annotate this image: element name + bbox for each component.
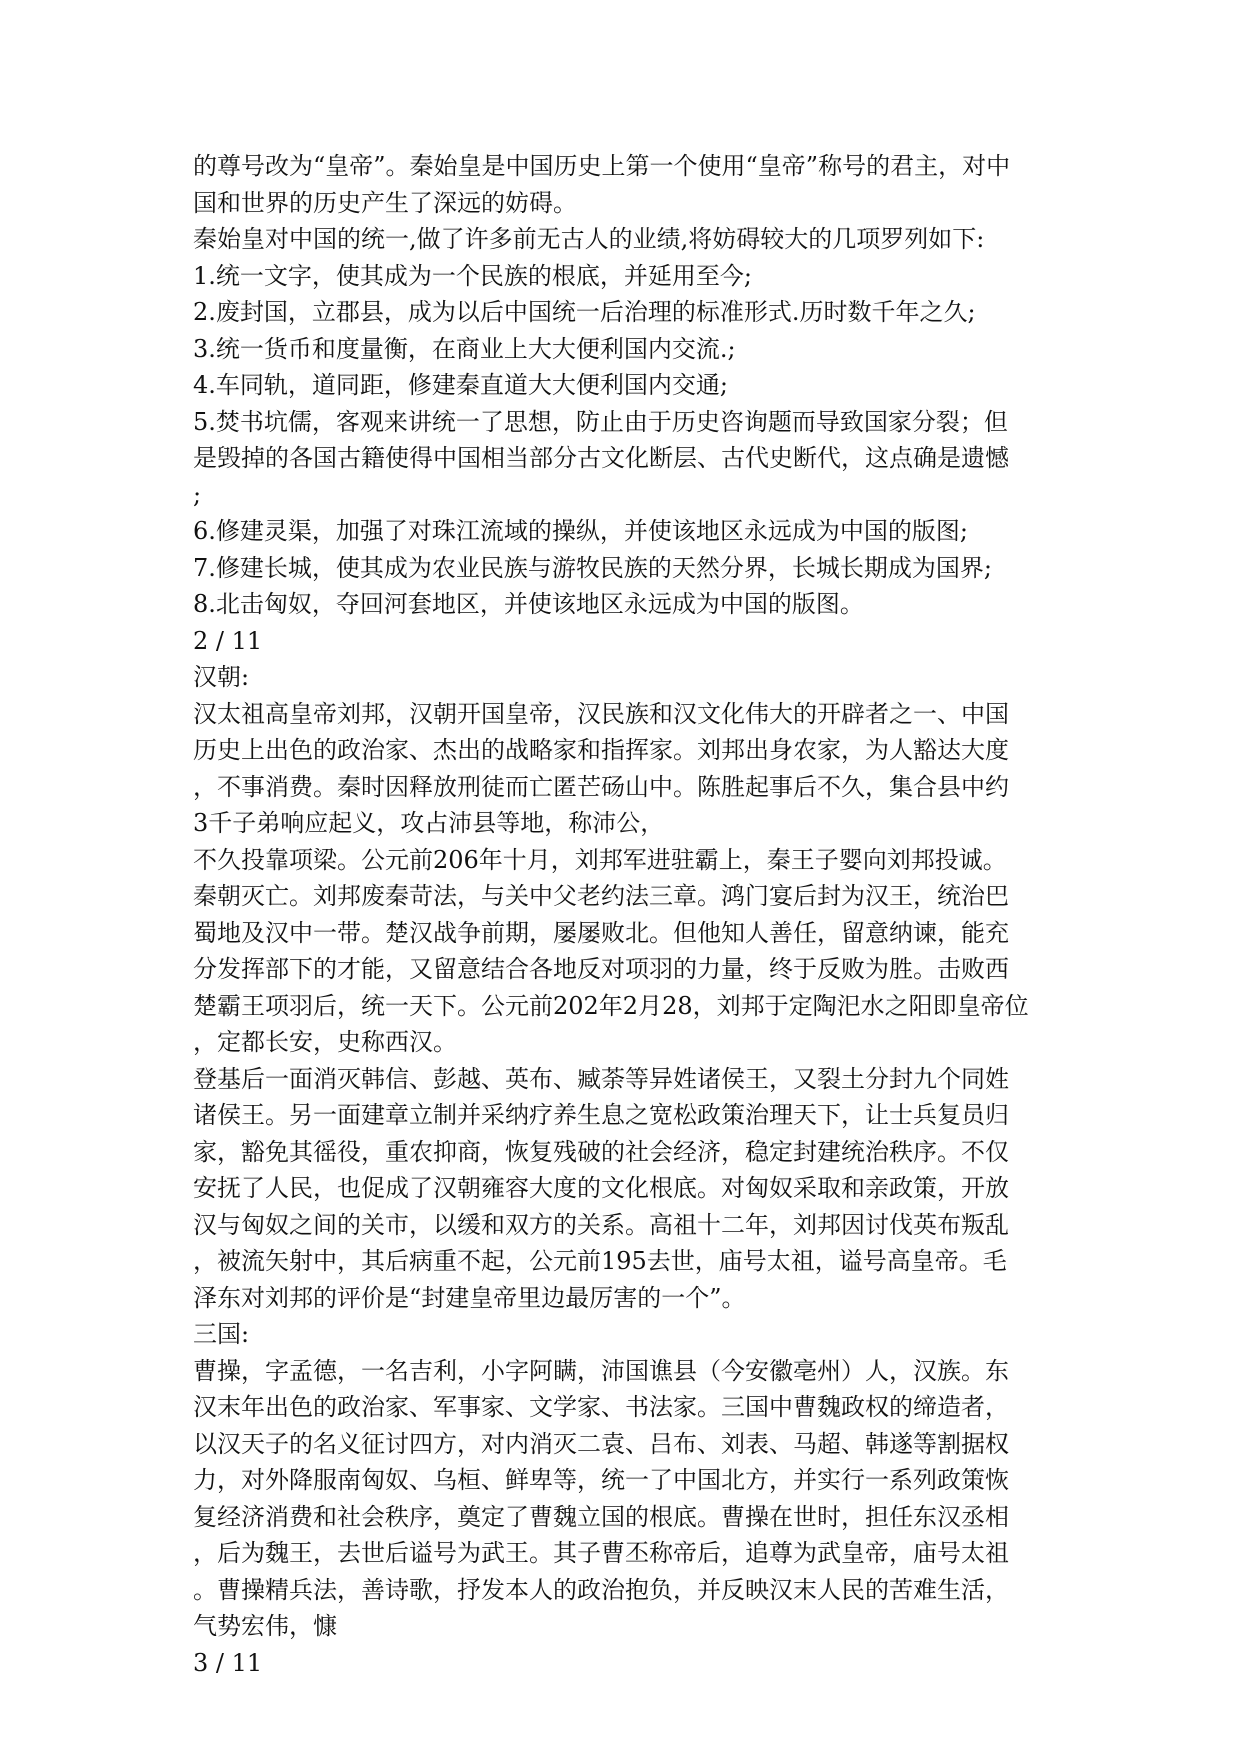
list-item: 4.车同轨，道同距，修建秦直道大大便利国内交通; [193,371,728,399]
section-heading: 三国: [193,1320,250,1348]
text-line: ，被流矢射中，其后病重不起，公元前195去世，庙号太祖，谥号高皇帝。毛 [193,1247,1007,1275]
list-item: 6.修建灵渠，加强了对珠江流域的操纵，并使该地区永远成为中国的版图; [193,517,968,545]
page-number: 3 / 11 [193,1648,263,1677]
list-item: 1.统一文字，使其成为一个民族的根底，并延用至今; [193,261,752,290]
text-line: ，不事消费。秦时因释放刑徒而亡匿芒砀山中。陈胜起事后不久，集合县中约 [193,772,1009,801]
list-item: 2.废封国，立郡县，成为以后中国统一后治理的标准形式.历时数千年之久; [193,298,976,326]
text-line: 是毁掉的各国古籍使得中国相当部分古文化断层、古代史断代，这点确是遗憾 [193,444,1009,472]
text-line: ，定都长安，史称西汉。 [193,1028,457,1056]
text-line: 楚霸王项羽后，统一天下。公元前202年2月28，刘邦于定陶汜水之阳即皇帝位 [193,991,1029,1020]
text-line: 的尊号改为“皇帝”。秦始皇是中国历史上第一个使用“皇帝”称号的君主，对中 [193,152,1011,180]
text-line: 泽东对刘邦的评价是“封建皇帝里边最厉害的一个”。 [193,1283,746,1312]
text-line: 复经济消费和社会秩序，奠定了曹魏立国的根底。曹操在世时，担任东汉丞相 [193,1502,1009,1531]
text-line: 家，豁免其徭役，重农抑商，恢复残破的社会经济，稳定封建统治秩序。不仅 [193,1137,1009,1166]
text-line: 力，对外降服南匈奴、乌桓、鲜卑等，统一了中国北方，并实行一系列政策恢 [193,1466,1009,1494]
text-line: 曹操，字孟德，一名吉利，小字阿瞒，沛国谯县（今安徽亳州）人，汉族。东 [193,1356,1009,1385]
text-line: 以汉天子的名义征讨四方，对内消灭二袁、吕布、刘表、马超、韩遂等割据权 [193,1429,1009,1458]
list-item: 8.北击匈奴，夺回河套地区，并使该地区永远成为中国的版图。 [193,590,864,618]
text-line: 不久投靠项梁。公元前206年十月，刘邦军进驻霸上，秦王子婴向刘邦投诚。 [193,845,1007,874]
list-item: 3.统一货币和度量衡，在商业上大大便利国内交流.; [193,334,736,363]
text-line: 安抚了人民，也促成了汉朝雍容大度的文化根底。对匈奴采取和亲政策，开放 [193,1174,1009,1202]
text-line: 诸侯王。另一面建章立制并采纳疗养生息之宽松政策治理天下，让士兵复员归 [193,1101,1009,1129]
text-line: 汉末年出色的政治家、军事家、文学家、书法家。三国中曹魏政权的缔造者， [193,1393,1009,1421]
page-number: 2 / 11 [193,626,263,655]
text-line: 3千子弟响应起义，攻占沛县等地，称沛公， [193,809,665,837]
section-heading: 汉朝: [193,663,250,691]
text-line: 登基后一面消灭韩信、彭越、英布、臧荼等异姓诸侯王，又裂土分封九个同姓 [193,1064,1009,1093]
text-line: 汉太祖高皇帝刘邦，汉朝开国皇帝，汉民族和汉文化伟大的开辟者之一、中国 [193,699,1009,728]
text-line: 汉与匈奴之间的关市，以缓和双方的关系。高祖十二年，刘邦因讨伐英布叛乱 [193,1210,1009,1239]
text-line: 秦始皇对中国的统一,做了许多前无古人的业绩,将妨碍较大的几项罗列如下: [193,225,985,253]
document-page [193,148,1053,1681]
text-line: 。曹操精兵法，善诗歌，抒发本人的政治抱负，并反映汉末人民的苦难生活， [193,1575,1009,1604]
list-item: 5.焚书坑儒，客观来讲统一了思想，防止由于历史咨询题而导致国家分裂；但 [193,407,1008,436]
list-item: 7.修建长城，使其成为农业民族与游牧民族的天然分界，长城长期成为国界; [193,553,992,582]
text-line: 分发挥部下的才能，又留意结合各地反对项羽的力量，终于反败为胜。击败西 [193,955,1009,983]
text-line: ，后为魏王，去世后谥号为武王。其子曹丕称帝后，追尊为武皇帝，庙号太祖 [193,1539,1009,1567]
text-line: 蜀地及汉中一带。楚汉战争前期，屡屡败北。但他知人善任，留意纳谏，能充 [193,918,1009,947]
text-line: 秦朝灭亡。刘邦废秦苛法，与关中父老约法三章。鸿门宴后封为汉王，统治巴 [193,882,1009,910]
text-line: 国和世界的历史产生了深远的妨碍。 [193,188,577,217]
text-line: 历史上出色的政治家、杰出的战略家和指挥家。刘邦出身农家，为人豁达大度 [193,736,1009,764]
text-line: 气势宏伟，慷 [193,1612,337,1640]
text-line: ; [193,480,202,509]
